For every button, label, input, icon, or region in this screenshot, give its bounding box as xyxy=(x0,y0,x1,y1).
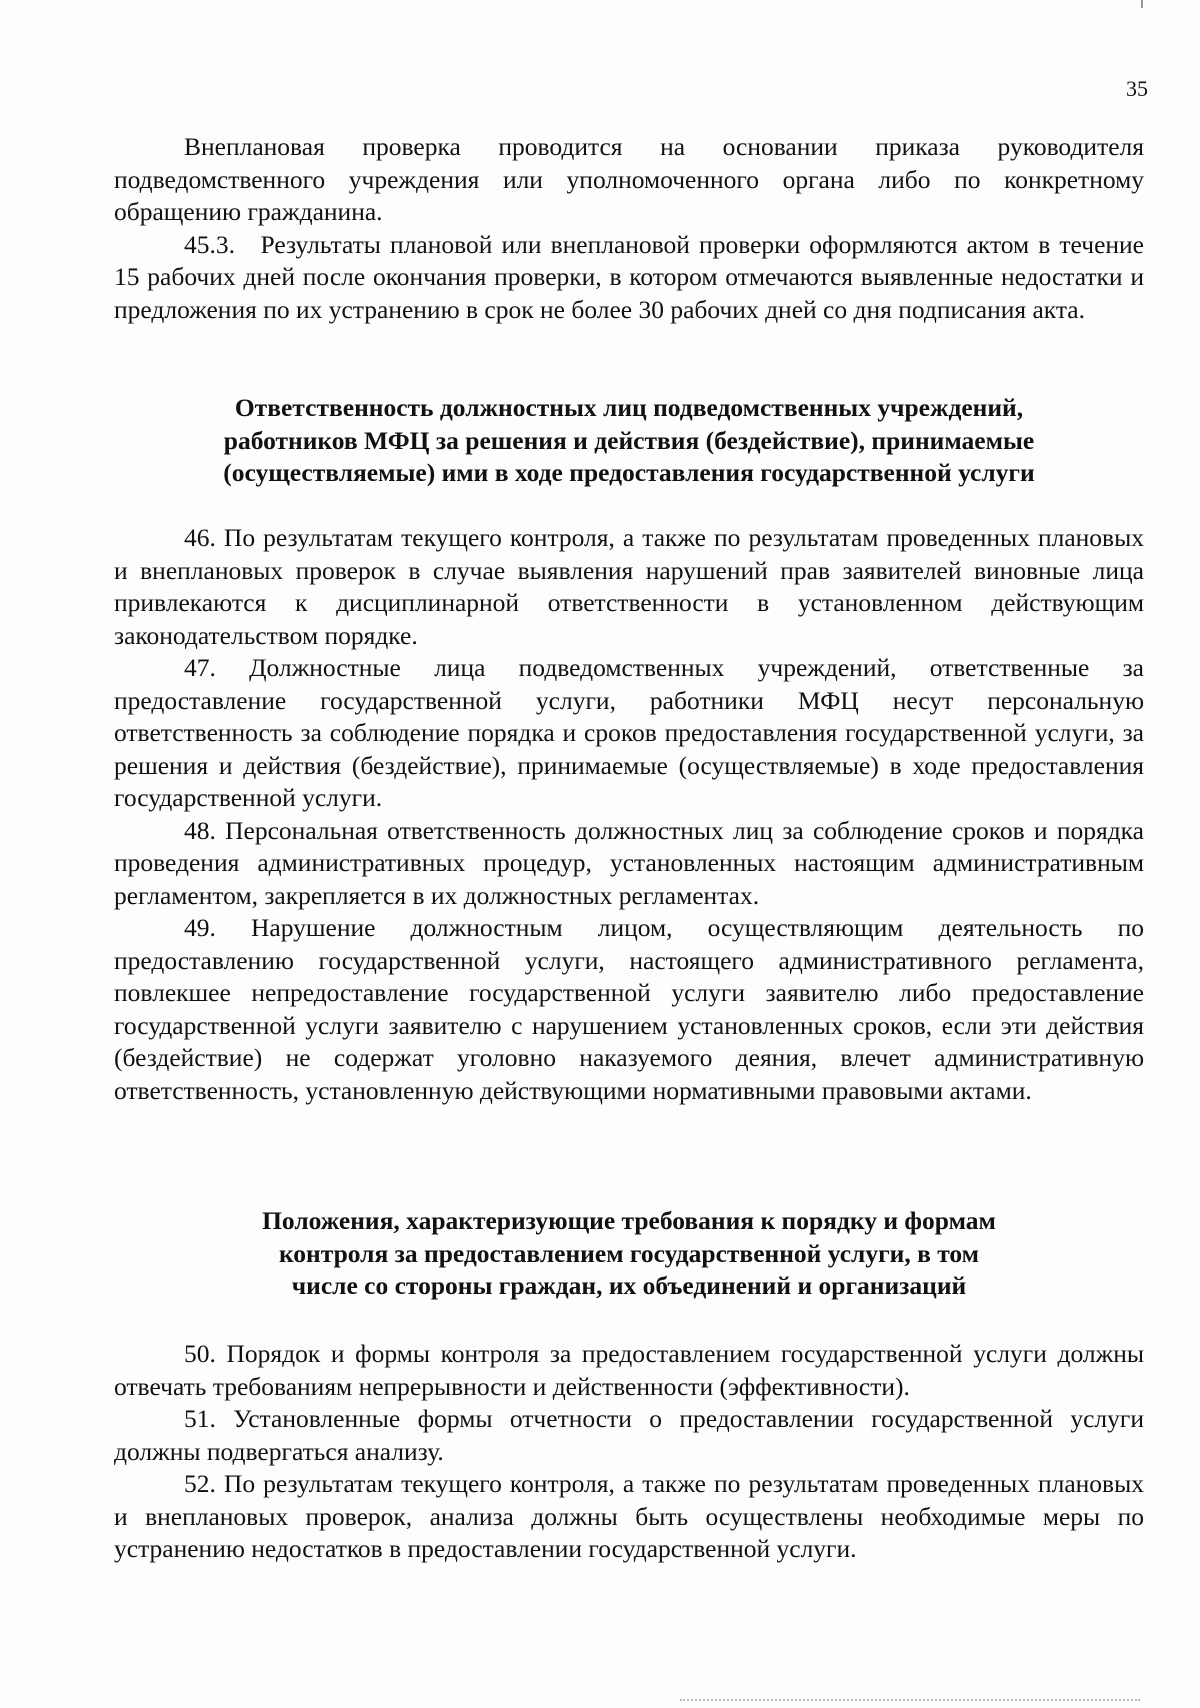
top-section xyxy=(114,131,1144,326)
scan-artifact-top xyxy=(1141,0,1143,8)
section-heading-responsibility xyxy=(114,392,1144,490)
heading-line: числе со стороны граждан, их объединений и организаций xyxy=(291,1271,967,1300)
paragraph-47: 47. Должностные лица подведомственных учреждений, ответственные за предоставление государственной услуги, работники МФЦ несут персональную ответственность за соблюдение порядка и сроков предоставления государственной услуги, за решения и действия (бездействие), принимаемые (осуществляемые) в ходе предоставления государственной услуги. xyxy=(114,653,1144,812)
paragraph-49: 49. Нарушение должностным лицом, осуществляющим деятельность по предоставлению государственной услуги, настоящего административного регламента, повлекшее непредоставление государственной услуги заявителю либо предоставление государственной услуги заявителю с нарушением установленных сроков, если эти действия (бездействие) не содержат уголовно наказуемого деяния, влечет административную ответственность, установленную действующими нормативными правовыми актами. xyxy=(114,913,1144,1105)
paragraph-46: 46. По результатам текущего контроля, а также по результатам проведенных плановых и внеплановых проверок в случае выявления нарушений прав заявителей виновные лица привлекаются к дисциплинарной ответственности в установленном действующим законодательством порядке. xyxy=(114,523,1144,650)
heading-line: контроля за предоставлением государственной услуги, в том xyxy=(278,1238,980,1268)
paragraph-unscheduled-inspection: Внеплановая проверка проводится на основании приказа руководителя подведомственного учреждения или уполномоченного органа либо по конкретному обращению гражданина. xyxy=(114,132,1144,226)
heading-line: Положения, характеризующие требования к порядку и формам xyxy=(262,1206,996,1235)
section-heading-control-forms xyxy=(114,1205,1144,1303)
paragraph-52: 52. По результатам текущего контроля, а также по результатам проведенных плановых и внеплановых проверок, анализа должны быть осуществлены необходимые меры по устранению недостатков в предоставлении государственной услуги. xyxy=(114,1469,1144,1563)
heading-line: (осуществляемые) ими в ходе предоставления государственной услуги xyxy=(223,458,1035,487)
paragraph-51: 51. Установленные формы отчетности о предоставлении государственной услуги должны подвергаться анализу. xyxy=(114,1404,1144,1466)
heading-line: работников МФЦ за решения и действия (бездействие), принимаемые xyxy=(223,425,1035,455)
paragraph-48: 48. Персональная ответственность должностных лиц за соблюдение сроков и порядка проведения административных процедур, установленных настоящим административным регламентом, закрепляется в их должностных регламентах. xyxy=(114,815,1144,910)
scan-artifact-bottom xyxy=(680,1699,1140,1702)
middle-section xyxy=(114,522,1144,1107)
paragraph-50: 50. Порядок и формы контроля за предоставлением государственной услуги должны отвечать требованиям непрерывности и действенности (эффективности). xyxy=(114,1339,1144,1401)
heading-line: Ответственность должностных лиц подведомственных учреждений, xyxy=(234,393,1024,422)
bottom-section xyxy=(114,1338,1144,1566)
page-number: 35 xyxy=(1126,76,1148,101)
paragraph-45-3: 45.3. Результаты плановой или внеплановой проверки оформляются актом в течение 15 рабочих дней после окончания проверки, в котором отмечаются выявленные недостатки и предложения по их устранению в срок не более 30 рабочих дней со дня подписания акта. xyxy=(114,229,1144,324)
